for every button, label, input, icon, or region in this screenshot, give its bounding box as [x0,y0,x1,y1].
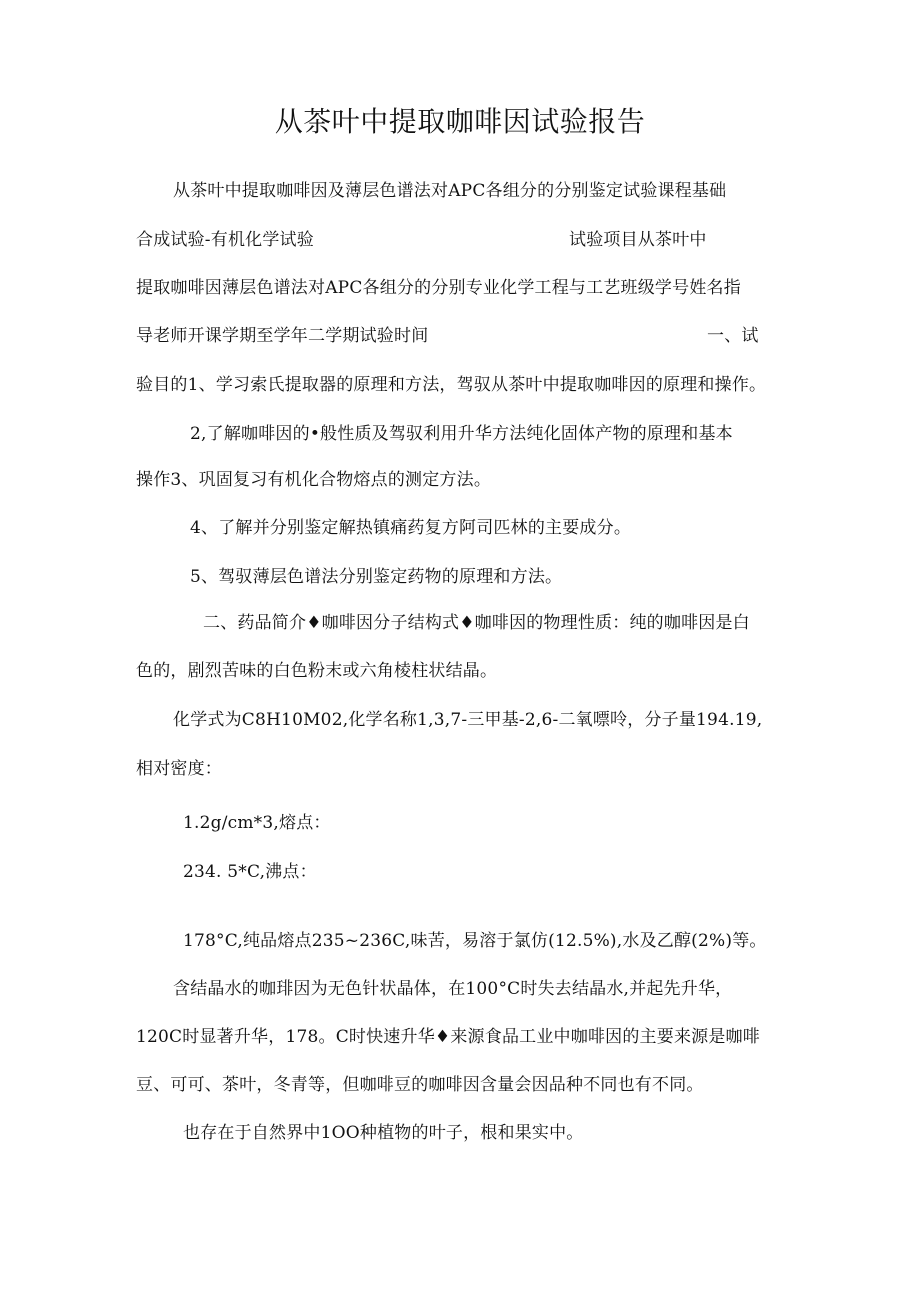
text-line: 化学式为C8H10M02,化学名称1,3,7-三甲基-2,6-二氧嘌呤，分子量194.19, [173,710,763,730]
text-line: 含结晶水的咖琲因为无色针状晶体，在100°C时失去结晶水,并起先升华， [173,979,733,999]
text-line: 2,了解咖啡因的•般性质及驾驭利用升华方法纯化固体产物的原理和基本 [190,424,733,444]
text-line: 234. 5*C,沸点： [183,862,317,882]
text-line: 1.2g∕cm*3,熔点： [183,813,331,833]
text-line: 从茶叶中提取咖啡因及薄层色谱法对APC各组分的分别鉴定试验课程基础 [173,181,727,201]
text-line: 操作3、巩固复习有机化合物熔点的测定方法。 [136,470,492,490]
text-line: 豆、可可、茶叶，冬青等，但咖啡豆的咖啡因含量会因品种不同也有不同。 [136,1075,704,1095]
text-line: 二、药品简介♦咖啡因分子结构式♦咖啡因的物理性质：纯的咖啡因是白 [203,613,750,633]
text-line: 色的，剧烈苦味的白色粉末或六角棱柱状结晶。 [136,661,498,681]
page-title: 从茶叶中提取咖啡因试验报告 [274,105,646,138]
text-line: 相对密度： [136,759,222,779]
text-line: 4、了解并分别鉴定解热镇痛药复方阿司匹林的主要成分。 [190,518,632,538]
text-line: 一、试 [707,326,759,346]
text-line: 也存在于自然界中1OO种植物的叶子，根和果实中。 [183,1123,584,1143]
text-line: 178°C,纯品熔点235~236C,味苦，易溶于氯仿(12.5%),水及乙醇(2%)等。 [183,931,767,951]
text-line: 120C时显著升华，178。C时快速升华♦来源食品工业中咖啡因的主要来源是咖啡 [136,1027,760,1047]
text-line: 5、驾驭薄层色谱法分别鉴定药物的原理和方法。 [190,567,563,587]
text-line: 验目的1、学习索氏提取器的原理和方法，驾驭从茶叶中提取咖啡因的原理和操作。 [136,375,767,395]
text-line: 合成试验-有机化学试验 [136,230,314,250]
text-line: 试验项目从茶叶中 [569,230,707,250]
text-line: 提取咖啡因薄层色谱法对APC各组分的分别专业化学工程与工艺班级学号姓名指 [136,278,741,298]
text-line: 导老师开课学期至学年二学期试验时间 [136,326,429,346]
